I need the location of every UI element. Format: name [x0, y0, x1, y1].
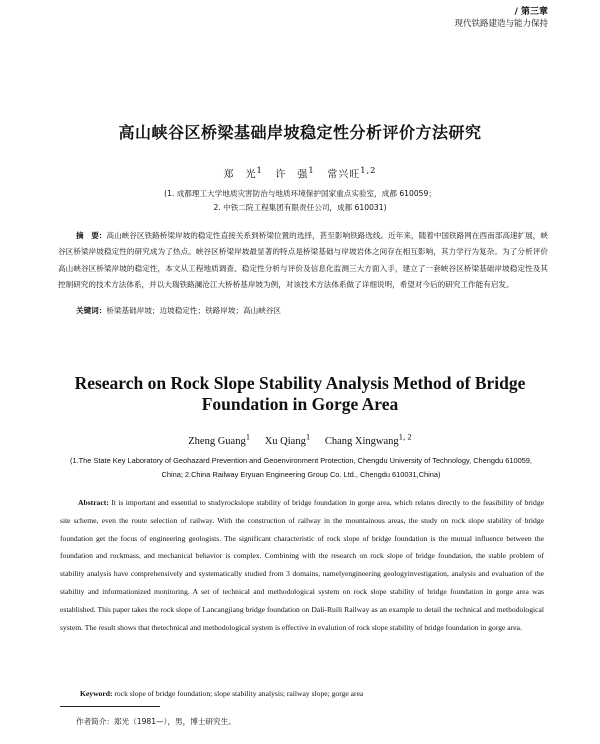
cn-author: 常兴旺: [327, 169, 361, 181]
cn-author-sup: 1: [256, 165, 263, 175]
en-abstract-text: It is important and essential to studyrockslope stability of bridge foundation in gorge area, which relates directly to the feasibility of bridge site scheme, even the route selection of railway. With the construction of railway in the mountainous areas, the study on rock slope stability of bridge foundation get the focus of engineering geologists. The significant characteristic of rock slope of bridge foundation is the mutual influence between the foundation and rockmass, and mechanical behavior is complex. Combining with the research on rock slope of bridge foundation, the stable problem of stability analysis have comprehensively and systematically studied from 3 domains, namelyengineering geologyinvestigation, analysis and evaluation of the stability and informationized monitoring. A set of technical and methodological system on rock slope stability of bridge foundation in gorge area was established. This paper takes the rock slope of Lancangjiang bridge foundation on Dali-Ruili Railway as an example to detail the technical and methodological system. The result shows that thetechnical and methodological system is effective in evalution of rock slope stability of bridge foundation in gorge area.: [60, 498, 544, 632]
running-header-section: / 第三章: [514, 7, 548, 17]
cn-author-sup: 1: [308, 165, 315, 175]
cn-author: 郑 光: [223, 169, 257, 181]
cn-authors: [0, 165, 600, 180]
cn-affiliation-2: 2. 中铁二院工程集团有限责任公司，成都 610031): [213, 203, 387, 212]
en-title-line-2: Foundation in Gorge Area: [201, 394, 399, 414]
footnote-rule: [60, 706, 160, 707]
en-author-sup: 1: [245, 431, 251, 441]
en-author-sup: 1: [305, 431, 311, 441]
en-author: Chang Xingwang: [324, 435, 399, 447]
en-keywords-label: Keyword:: [80, 689, 113, 698]
en-author: Xu Qiang: [264, 435, 306, 447]
cn-abstract: [58, 228, 548, 294]
cn-keywords-label: 关键词：: [76, 306, 107, 315]
cn-abstract-text: 高山峡谷区铁路桥梁岸坡的稳定性直接关系到桥梁位置的选择，甚至影响铁路选线。近年来，随着中国铁路网在西南部高速扩展，峡谷区桥梁岸坡稳定性的研究成为了热点。峡谷区桥梁岸坡最显著的特点是桥梁基础与岸坡岩体之间存在相互影响，其力学行为复杂。为了分析评价高山峡谷区桥梁岸坡的稳定性，本文从工程地质调查、稳定性分析与评价及信息化监测三大方面入手，建立了一套峡谷区桥梁基础岸坡稳定性及其控制研究的技术方法体系，并以大瑞铁路澜沧江大桥桥基岸坡为例，对该技术方法体系做了详细说明，希望对今后的研究工作能有启发。: [58, 231, 548, 290]
cn-keywords: [76, 305, 546, 316]
en-authors: [0, 431, 600, 447]
en-abstract: [60, 494, 544, 636]
cn-author: 许 强: [275, 169, 309, 181]
cn-author-sup: 1,2: [360, 165, 377, 175]
cn-title: 高山峡谷区桥梁基础岸坡稳定性分析评价方法研究: [118, 123, 482, 142]
en-author-sup: 1, 2: [398, 431, 412, 441]
cn-keywords-text: 桥梁基础岸坡；边坡稳定性；铁路岸坡；高山峡谷区: [106, 306, 282, 315]
running-header-journal: 现代铁路建造与能力保持: [454, 19, 548, 29]
en-keywords: [80, 689, 544, 698]
en-author: Zheng Guang: [188, 435, 246, 447]
en-keywords-text: rock slope of bridge foundation; slope stability analysis; railway slope; gorge area: [114, 689, 364, 698]
en-title: [0, 373, 600, 415]
cn-abstract-label: 摘 要：: [76, 231, 107, 240]
en-abstract-label: Abstract:: [78, 498, 109, 507]
en-title-line-1: Research on Rock Slope Stability Analysis Method of Bridge: [74, 373, 526, 393]
author-footnote: 作者简介：郑光（1981—），男，博士研究生。: [76, 717, 236, 726]
cn-affiliation-1: (1. 成都理工大学地质灾害防治与地质环境保护国家重点实验室，成都 610059；: [164, 189, 436, 198]
en-affiliation: (1.The State Key Laboratory of Geohazard Prevention and Geoenvironment Protection, Chengdu University of Technology, Chengdu 610059, China; 2.China Railway Eryuan Engineering Group Co. Ltd., Chengdu 610031,China): [70, 456, 532, 479]
